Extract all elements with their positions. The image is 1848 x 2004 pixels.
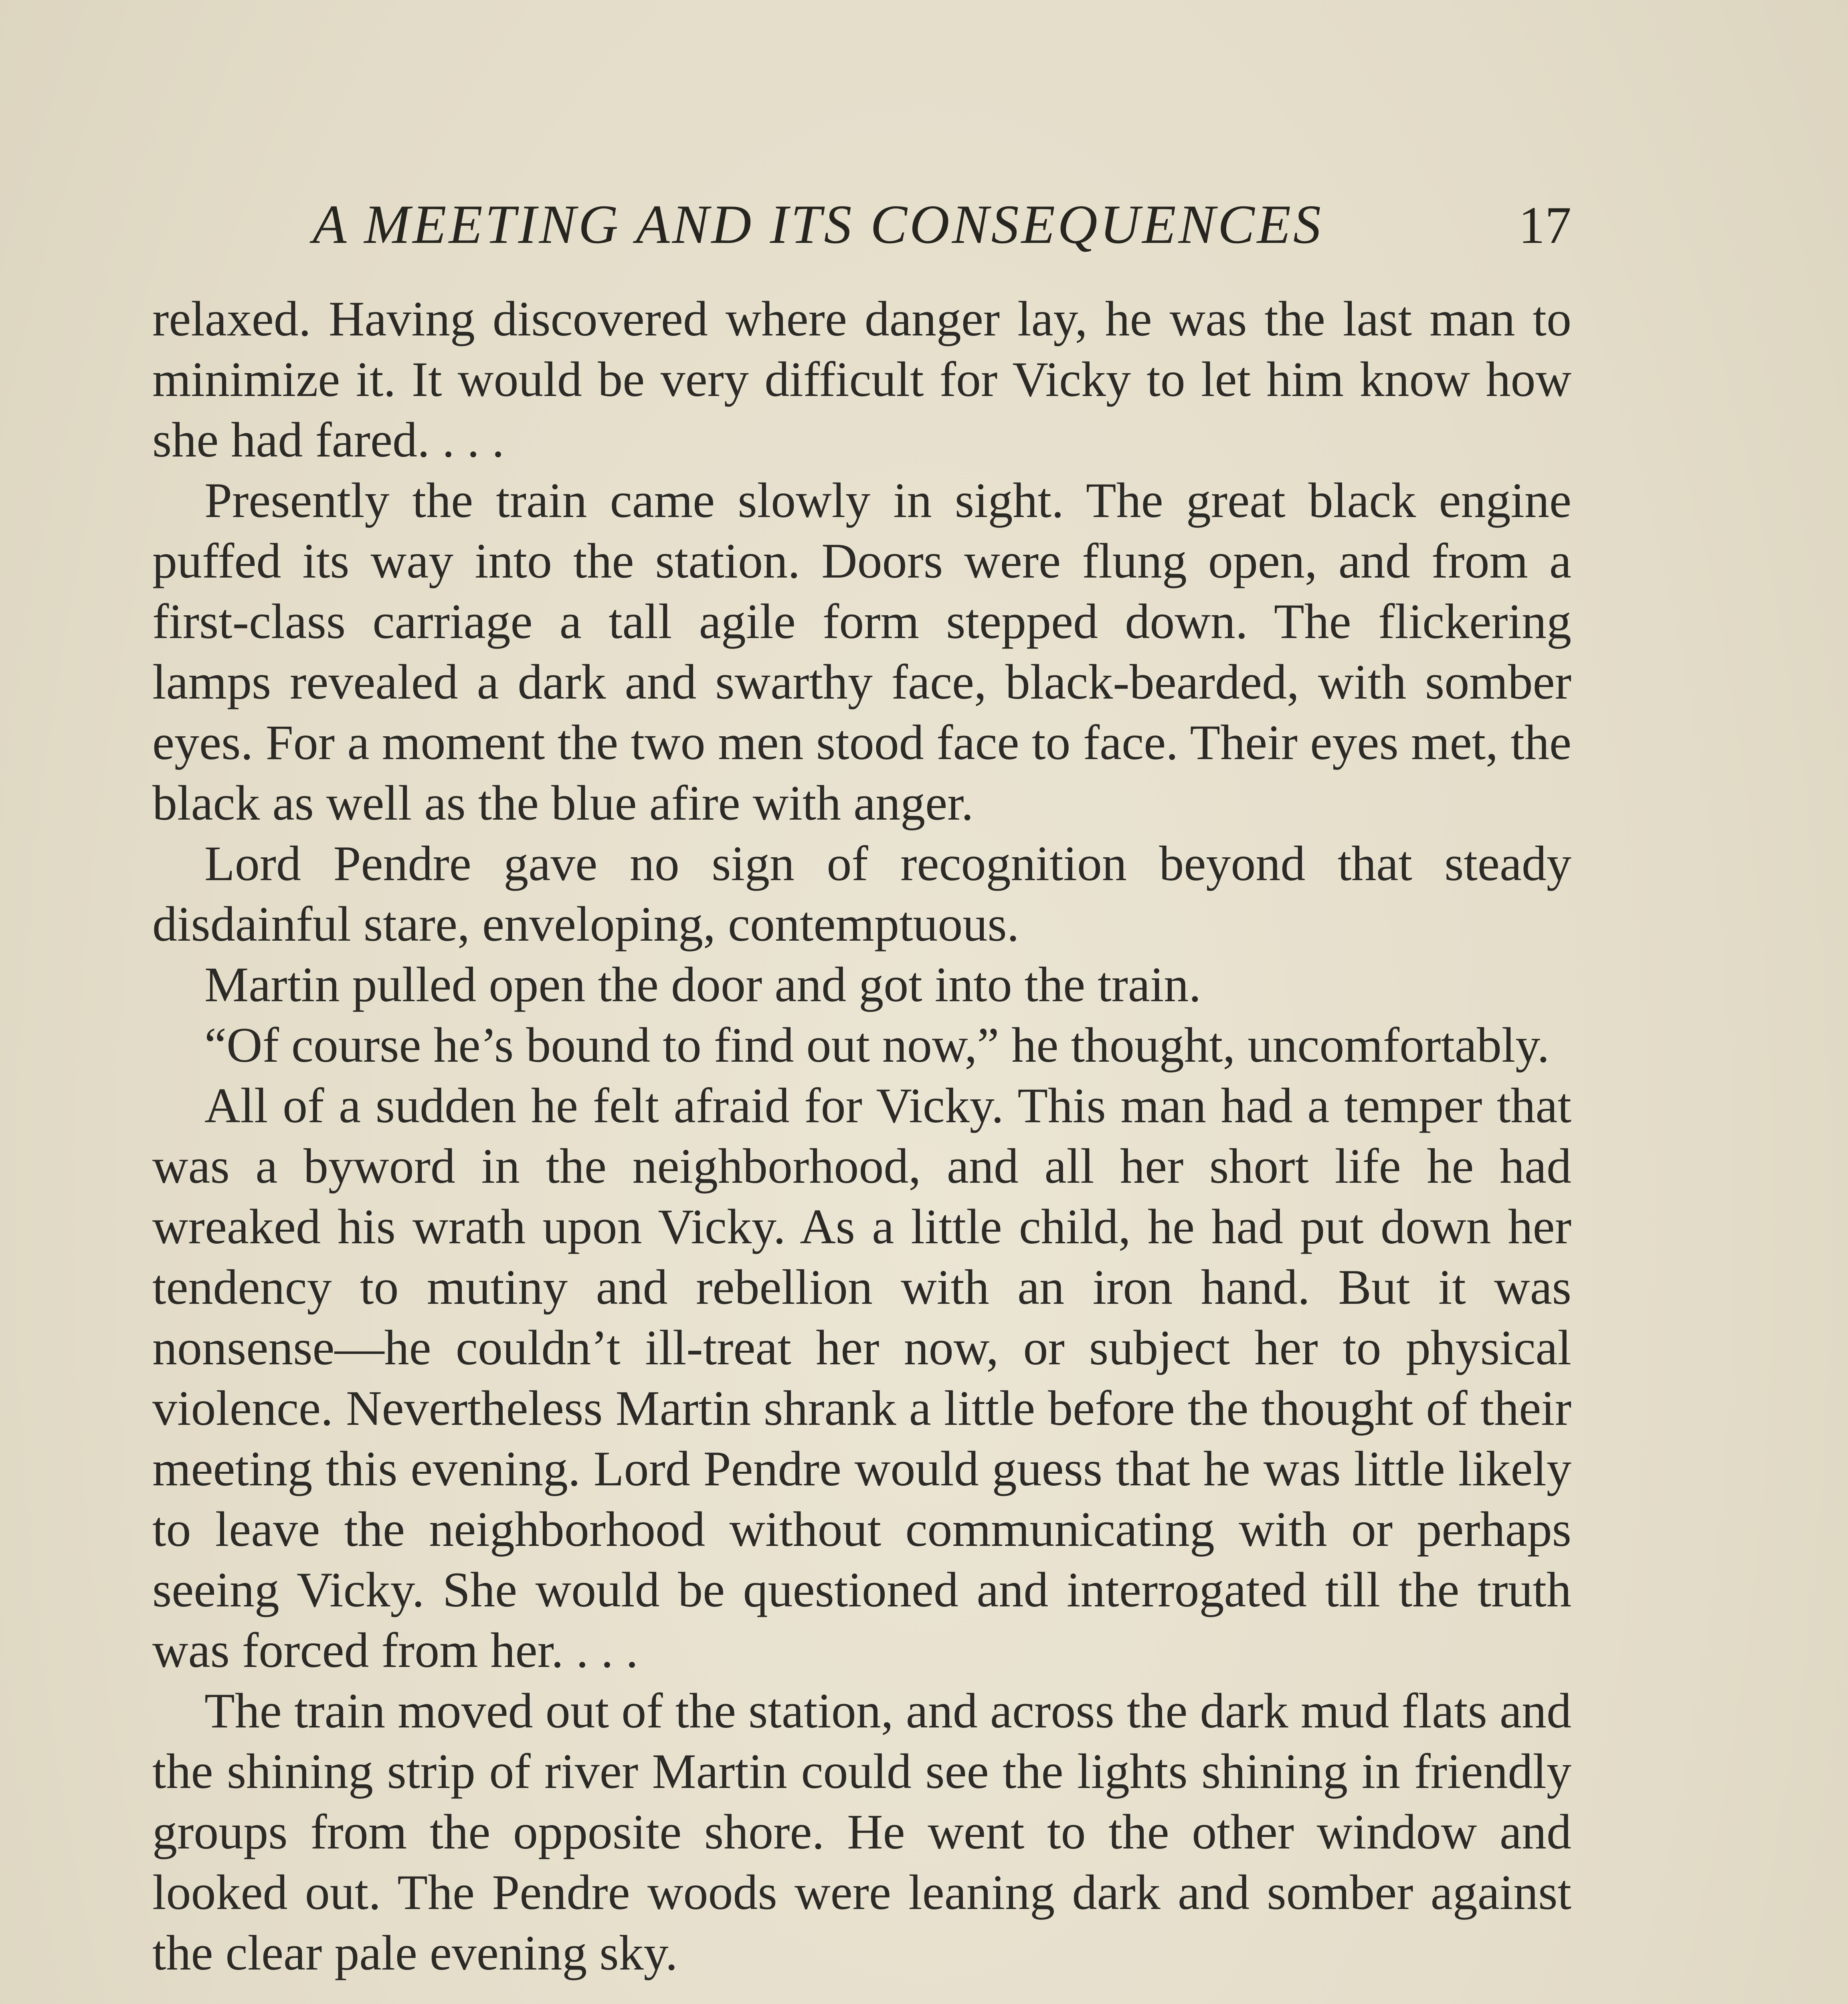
paragraph: Martin pulled open the door and got into the train.	[204, 957, 1201, 1012]
running-title: A MEETING AND ITS CONSEQUENCES	[313, 194, 1324, 255]
body-text	[152, 289, 1571, 1983]
paragraph: “Of course he’s bound to find out now,” he thought, uncomfortably.	[204, 1018, 1550, 1073]
page-number: 17	[1518, 196, 1571, 255]
paragraph: Presently the train came slowly in sight. The great black engine puffed its way into the station. Doors were flung open, and from a first-class carriage a tall agile form stepped down. The flickering lamps revealed a dark and swarthy face, black-bearded, with somber eyes. For a moment the two men stood face to face. Their eyes met, the black as well as the blue afire with anger.	[152, 473, 1571, 830]
paragraph: All of a sudden he felt afraid for Vicky. This man had a temper that was a byword in the neighborhood, and all her short life he had wreaked his wrath upon Vicky. As a little child, he had put down her tendency to mutiny and rebellion with an iron hand. But it was nonsense—he couldn’t ill-treat her now, or subject her to physical violence. Nevertheless Martin shrank a little before the thought of their meeting this evening. Lord Pendre would guess that he was little likely to leave the neighborhood without communicating with or perhaps seeing Vicky. She would be questioned and interrogated till the truth was forced from her. . . .	[152, 1078, 1571, 1678]
paragraph: The train moved out of the station, and across the dark mud flats and the shining strip of river Martin could see the lights shining in friendly groups from the opposite shore. He went to the other window and looked out. The Pendre woods were leaning dark and somber against the clear pale evening sky.	[152, 1683, 1571, 1980]
paragraph: Lord Pendre gave no sign of recognition beyond that steady disdainful stare, enveloping, contemptuous.	[152, 836, 1571, 951]
running-head	[152, 192, 1571, 273]
paragraph: relaxed. Having discovered where danger lay, he was the last man to minimize it. It would be very difficult for Vicky to let him know how she had fared. . . .	[152, 291, 1571, 467]
